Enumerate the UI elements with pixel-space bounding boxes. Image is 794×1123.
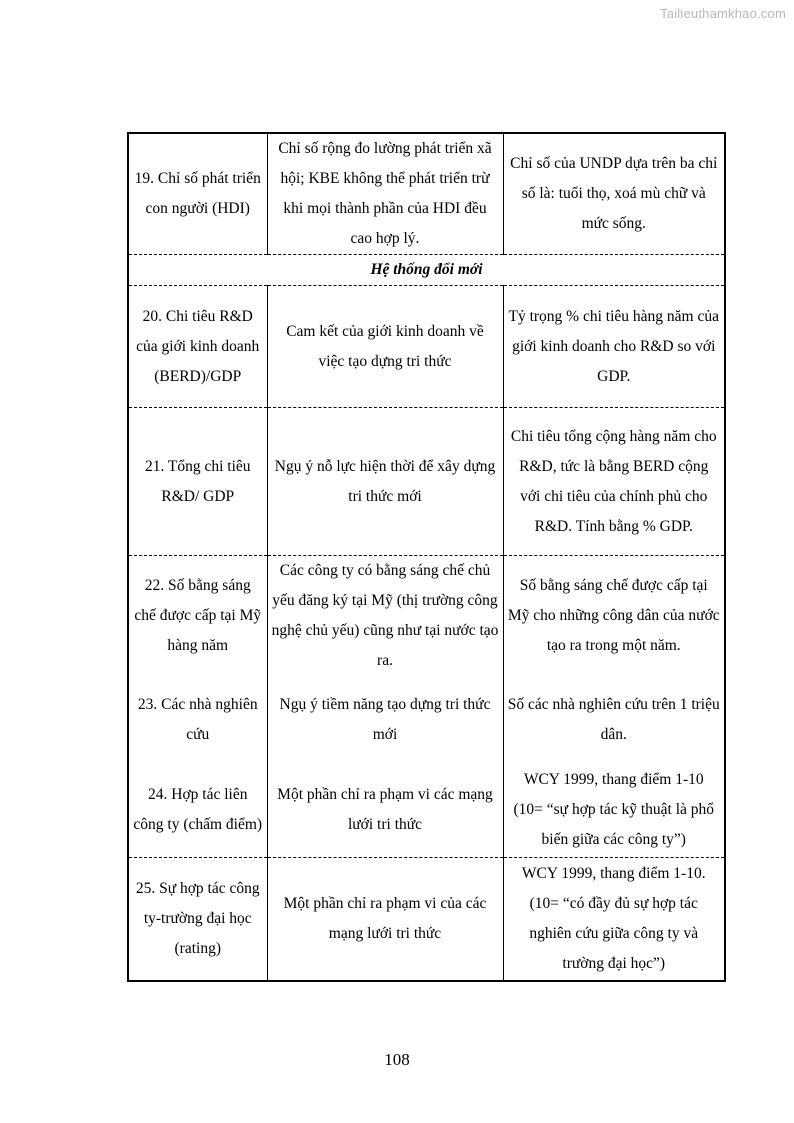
table-row bbox=[128, 676, 725, 764]
section-heading: Hệ thống đổi mới bbox=[128, 255, 725, 286]
meaning-cell: Ngụ ý nỗ lực hiện thời để xây dựng tri thức mới bbox=[267, 408, 503, 556]
measure-cell: Tỷ trọng % chi tiêu hàng năm của giới kinh doanh cho R&D so với GDP. bbox=[503, 286, 725, 408]
page-number: 108 bbox=[384, 1050, 410, 1069]
meaning-cell: Một phần chỉ ra phạm vi các mạng lưới tri thức bbox=[267, 764, 503, 857]
measure-cell: Số bằng sáng chế được cấp tại Mỹ cho những công dân của nước tạo ra trong một năm. bbox=[503, 556, 725, 677]
meaning-cell: Một phần chỉ ra phạm vi của các mạng lưới tri thức bbox=[267, 857, 503, 981]
indicator-cell: 24. Hợp tác liên công ty (chấm điểm) bbox=[128, 764, 267, 857]
meaning-cell: Chỉ số rộng đo lường phát triển xã hội; KBE không thể phát triển trừ khi mọi thành phần của HDI đều cao hợp lý. bbox=[267, 133, 503, 255]
indicator-cell: 22. Số bằng sáng chế được cấp tại Mỹ hàng năm bbox=[128, 556, 267, 677]
table-row bbox=[128, 286, 725, 408]
table-row bbox=[128, 556, 725, 677]
table-row bbox=[128, 764, 725, 857]
indicator-table bbox=[127, 132, 726, 982]
measure-cell: WCY 1999, thang điểm 1-10. (10= “có đầy đủ sự hợp tác nghiên cứu giữa công ty và trường đại học”) bbox=[503, 857, 725, 981]
table-row bbox=[128, 857, 725, 981]
measure-cell: Chi tiêu tổng cộng hàng năm cho R&D, tức là bằng BERD cộng với chi tiêu của chính phủ cho R&D. Tính bằng % GDP. bbox=[503, 408, 725, 556]
indicator-cell: 21. Tổng chi tiêu R&D/ GDP bbox=[128, 408, 267, 556]
meaning-cell: Các công ty có bằng sáng chế chủ yếu đăng ký tại Mỹ (thị trường công nghệ chủ yếu) cũng như tại nước tạo ra. bbox=[267, 556, 503, 677]
meaning-cell: Cam kết của giới kinh doanh về việc tạo dựng tri thức bbox=[267, 286, 503, 408]
section-heading-row bbox=[128, 255, 725, 286]
watermark: Tailieuthamkhao.com bbox=[660, 6, 786, 21]
indicator-cell: 25. Sự hợp tác công ty-trường đại học (rating) bbox=[128, 857, 267, 981]
measure-cell: Chỉ số của UNDP dựa trên ba chỉ số là: tuổi thọ, xoá mù chữ và mức sống. bbox=[503, 133, 725, 255]
measure-cell: WCY 1999, thang điểm 1-10 (10= “sự hợp tác kỹ thuật là phổ biến giữa các công ty”) bbox=[503, 764, 725, 857]
measure-cell: Số các nhà nghiên cứu trên 1 triệu dân. bbox=[503, 676, 725, 764]
indicator-cell: 19. Chỉ số phát triển con người (HDI) bbox=[128, 133, 267, 255]
indicator-cell: 23. Các nhà nghiên cứu bbox=[128, 676, 267, 764]
table-row bbox=[128, 133, 725, 255]
table-row bbox=[128, 408, 725, 556]
indicator-cell: 20. Chi tiêu R&D của giới kinh doanh (BERD)/GDP bbox=[128, 286, 267, 408]
meaning-cell: Ngụ ý tiềm năng tạo dựng tri thức mới bbox=[267, 676, 503, 764]
